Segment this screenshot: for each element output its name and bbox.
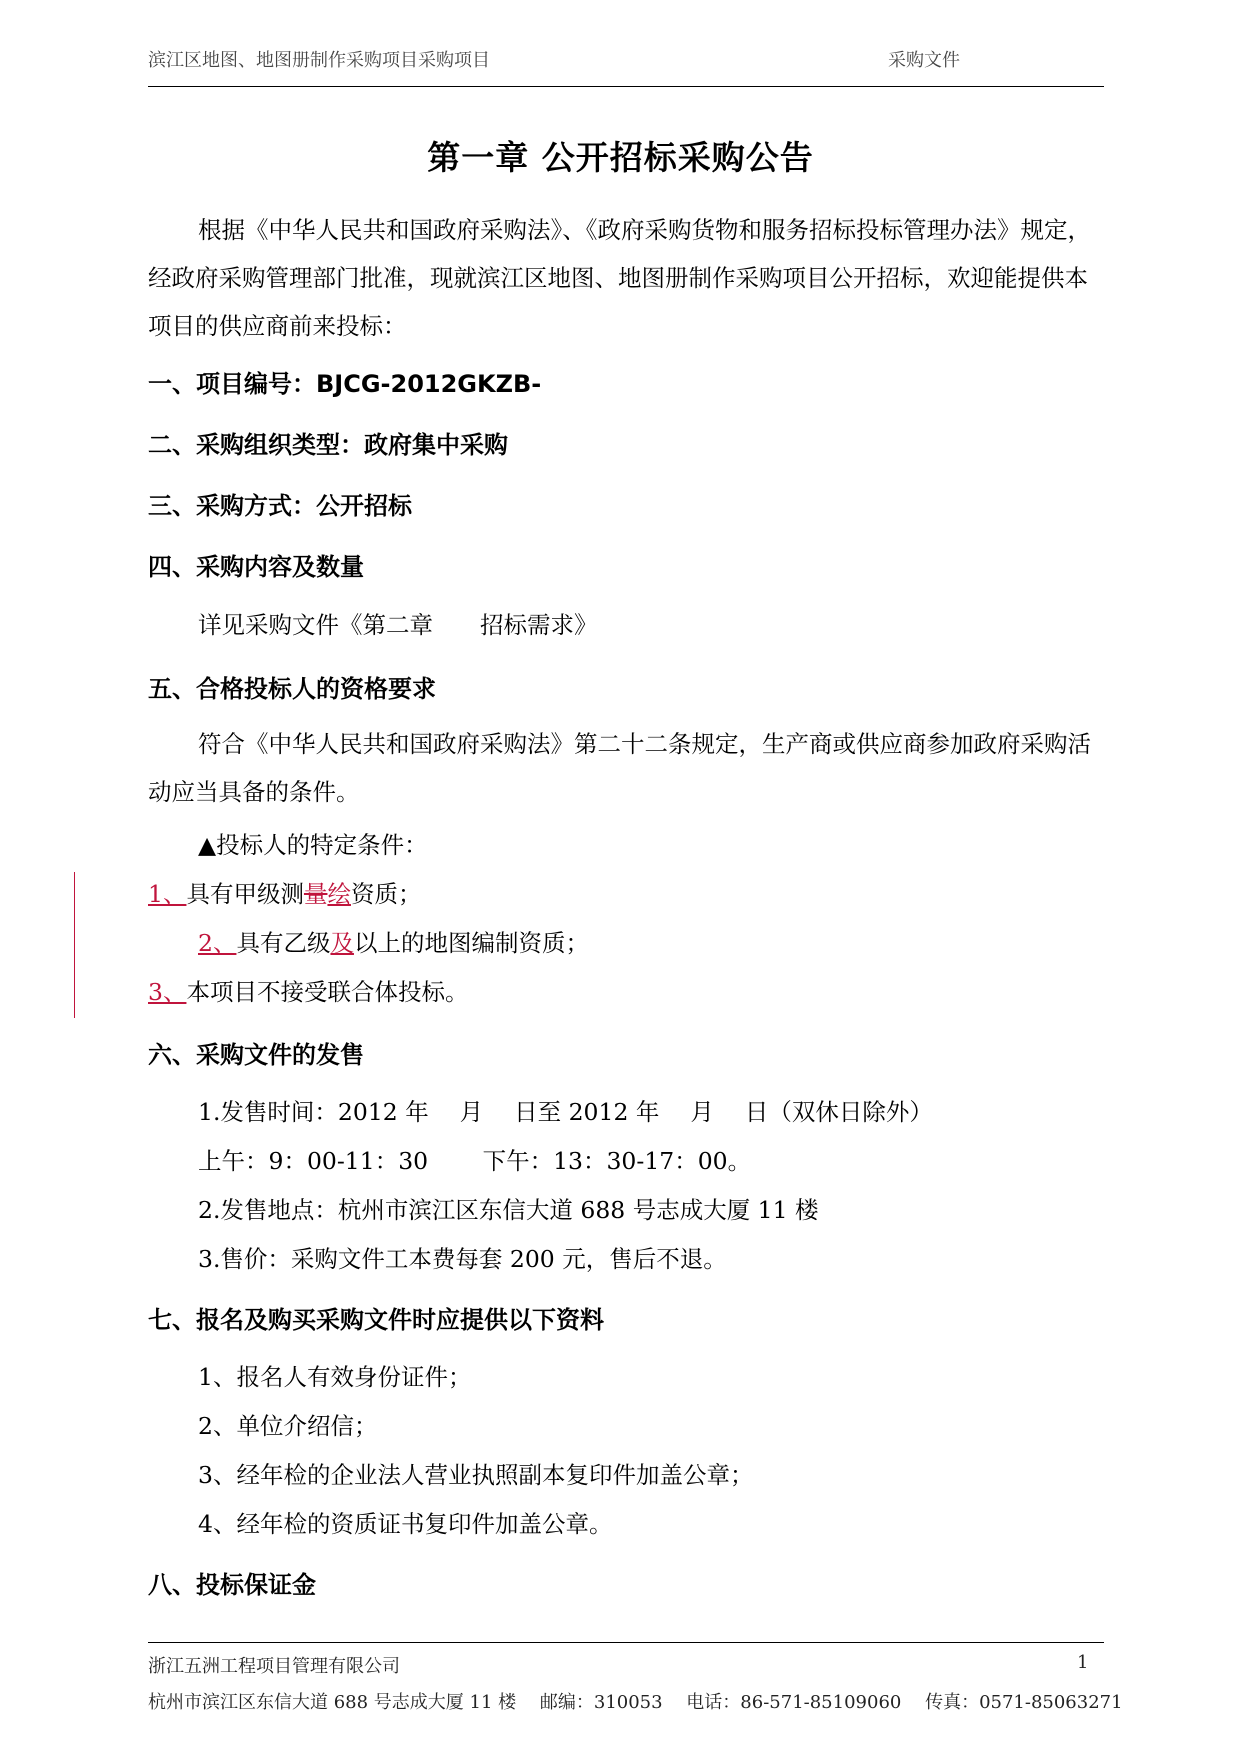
sale-time: 1.发售时间：2012 年 月 日至 2012 年 月 日（双休日除外）: [198, 1098, 933, 1126]
header-left: 滨江区地图、地图册制作采购项目采购项目: [148, 50, 490, 71]
condition-1-text-b: 资质；: [350, 880, 422, 908]
page-title: 第一章 公开招标采购公告: [427, 138, 814, 177]
footer-rule: [148, 1642, 1104, 1643]
list-item: 4、经年检的资质证书复印件加盖公章。: [198, 1510, 613, 1538]
footer-company: 浙江五洲工程项目管理有限公司: [148, 1656, 400, 1677]
condition-2-text-a: 具有乙级: [236, 929, 331, 957]
condition-1-number: 1、: [148, 880, 187, 908]
condition-1-inserted: 绘: [327, 880, 351, 908]
condition-3: [148, 973, 468, 1007]
sale-location: 2.发售地点：杭州市滨江区东信大道 688 号志成大厦 11 楼: [198, 1196, 819, 1224]
section-6-heading: 六、采购文件的发售: [148, 1041, 364, 1069]
condition-2-inserted: 及: [330, 929, 354, 957]
revision-change-bar: [74, 872, 75, 1018]
section-4-text: 详见采购文件《第二章 招标需求》: [198, 611, 598, 639]
sale-price: 3.售价：采购文件工本费每套 200 元，售后不退。: [198, 1245, 727, 1273]
section-7-heading: 七、报名及购买采购文件时应提供以下资料: [148, 1306, 604, 1334]
list-item: 2、单位介绍信；: [198, 1412, 378, 1440]
section-5-text: 符合《中华人民共和国政府采购法》第二十二条规定，生产商或供应商参加政府采购活动应当具备的条件。: [148, 730, 1091, 806]
condition-2-text-b: 以上的地图编制资质；: [353, 929, 589, 957]
list-item: 1、报名人有效身份证件；: [198, 1363, 472, 1391]
header-right: 采购文件: [888, 50, 960, 71]
condition-1-text-a: 具有甲级测: [186, 880, 304, 908]
condition-3-text: 本项目不接受联合体投标。: [186, 978, 469, 1006]
section-5-heading: 五、合格投标人的资格要求: [148, 675, 436, 703]
condition-2: [198, 924, 589, 958]
condition-3-number: 3、: [148, 978, 187, 1006]
list-item: 3、经年检的企业法人营业执照副本复印件加盖公章；: [198, 1461, 754, 1489]
special-conditions-label: ▲投标人的特定条件：: [198, 831, 428, 859]
condition-2-number: 2、: [198, 929, 237, 957]
intro-paragraph: 根据《中华人民共和国政府采购法》、《政府采购货物和服务招标投标管理办法》规定，经政府采购管理部门批准，现就滨江区地图、地图册制作采购项目公开招标，欢迎能提供本项目的供应商前来投标：: [148, 216, 1091, 340]
section-8-heading: 八、投标保证金: [148, 1571, 316, 1599]
condition-1-deleted: 量: [303, 880, 328, 908]
section-1-heading: 一、项目编号：BJCG-2012GKZB-: [148, 370, 542, 398]
section-4-heading: 四、采购内容及数量: [148, 553, 364, 581]
header-rule: [148, 86, 1104, 87]
condition-1: [148, 875, 421, 909]
footer-address: 杭州市滨江区东信大道 688 号志成大厦 11 楼 邮编：310053 电话：86-571-85109060 传真：0571-85063271: [148, 1692, 1123, 1713]
sale-hours: 上午：9：00-11：30 下午：13：30-17：00。: [198, 1147, 752, 1175]
section-2-heading: 二、采购组织类型：政府集中采购: [148, 431, 508, 459]
section-3-heading: 三、采购方式：公开招标: [148, 492, 412, 520]
page-number: 1: [1077, 1652, 1089, 1673]
